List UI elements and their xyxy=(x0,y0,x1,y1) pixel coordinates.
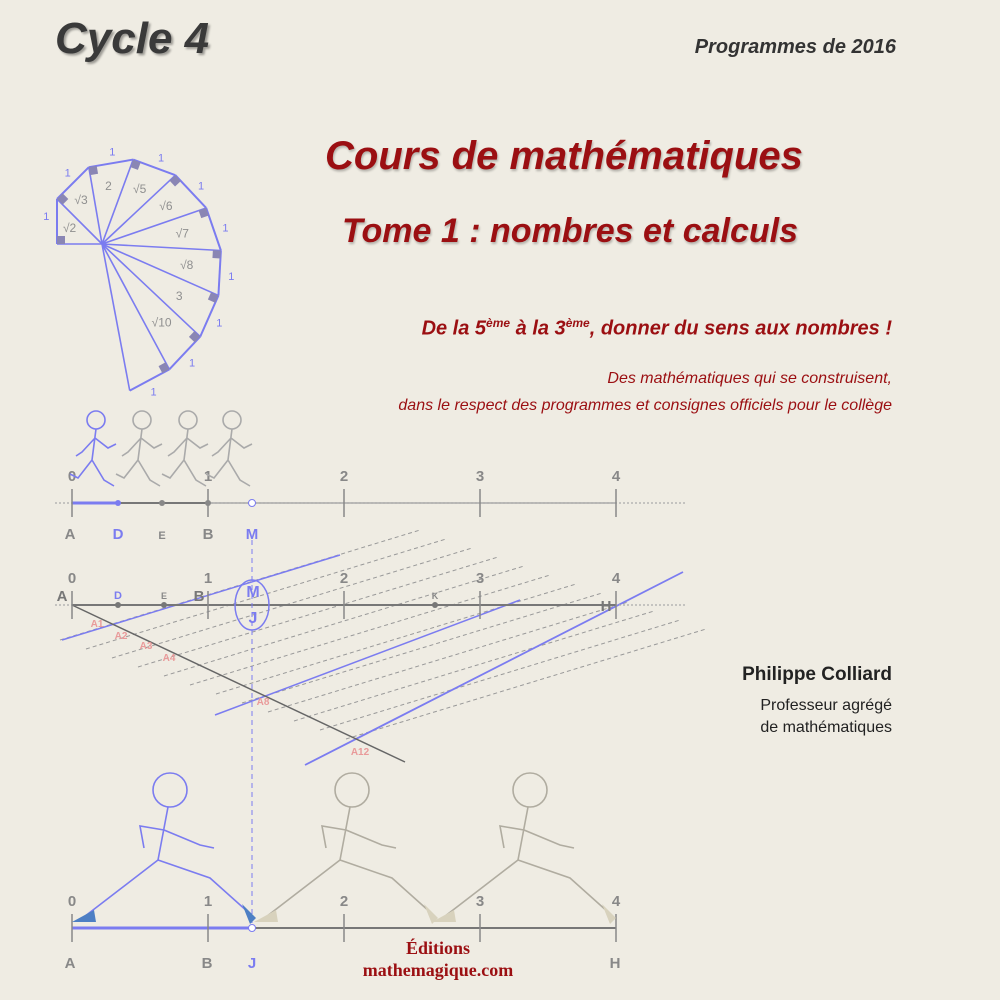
tick-label: 2 xyxy=(339,570,349,587)
tick-label: 0 xyxy=(67,468,77,485)
point-label: B xyxy=(193,588,205,605)
hypotenuse-label: √2 xyxy=(62,220,77,235)
hypotenuse-label: 2 xyxy=(105,178,112,193)
spiral-radius xyxy=(102,208,206,244)
tick-label: 1 xyxy=(203,468,213,485)
unit-label: 1 xyxy=(228,270,235,283)
point-J xyxy=(249,925,256,932)
unit-label: 1 xyxy=(222,222,229,235)
author-role-2: de mathématiques xyxy=(760,719,892,736)
tick-label: 0 xyxy=(67,893,77,910)
tick-label: 0 xyxy=(67,570,77,587)
body xyxy=(162,429,208,486)
hypotenuse-label: √6 xyxy=(159,199,173,214)
parallel-line xyxy=(216,584,576,694)
parallel-line xyxy=(242,593,602,703)
body xyxy=(116,429,162,486)
parallel-blue xyxy=(305,572,683,765)
body xyxy=(67,429,116,486)
body xyxy=(80,807,248,920)
point-M xyxy=(249,500,256,507)
programmes-label: Programmes de 2016 xyxy=(694,36,896,58)
tick-label: 4 xyxy=(611,468,621,485)
point-dot xyxy=(115,500,121,506)
spiral-radius xyxy=(102,244,169,369)
runner-figure xyxy=(67,411,116,486)
oblique-point-label: A12 xyxy=(350,747,370,758)
oblique-line xyxy=(72,605,405,762)
number-line-middle xyxy=(55,530,706,765)
body xyxy=(203,429,252,486)
shoe xyxy=(254,910,278,922)
unit-label: 1 xyxy=(157,152,165,165)
description-line-1: Des mathématiques qui se construisent, xyxy=(607,370,892,387)
unit-label: 1 xyxy=(109,146,116,159)
tagline-part3: , donner du sens aux nombres ! xyxy=(589,317,892,340)
book-title: Cours de mathématiques xyxy=(325,134,803,178)
right-angle-marker xyxy=(57,236,65,244)
right-angle-marker xyxy=(170,175,181,186)
parallel-line xyxy=(294,611,654,721)
point-label: B xyxy=(202,526,214,543)
head xyxy=(179,411,197,429)
parallel-line xyxy=(86,539,446,649)
point-dot xyxy=(159,500,165,506)
point-label: A xyxy=(56,588,68,605)
hypotenuse-label: √5 xyxy=(133,181,147,196)
tick-label: 1 xyxy=(203,570,213,587)
oblique-point-label: A3 xyxy=(139,641,153,652)
tick-label: 1 xyxy=(203,893,213,910)
book-subtitle: Tome 1 : nombres et calculs xyxy=(342,212,798,250)
unit-label: 1 xyxy=(216,317,223,330)
spiral-radius xyxy=(102,244,221,251)
hypotenuse-label: √8 xyxy=(180,257,194,272)
hypotenuse-label: √3 xyxy=(74,193,88,208)
right-angle-marker xyxy=(189,331,200,342)
theodorus-spiral xyxy=(43,146,234,398)
description-line-2: dans le respect des programmes et consignes officiels pour le collège xyxy=(398,397,892,414)
publisher-line-1: Éditions xyxy=(405,938,471,958)
point-label: J xyxy=(248,610,258,627)
point-label: B xyxy=(201,955,213,972)
tick-label: 3 xyxy=(475,893,485,910)
point-label: J xyxy=(247,955,257,972)
spiral-edge xyxy=(169,337,200,370)
tagline-sup2: ème xyxy=(565,316,590,330)
hypotenuse-label: √7 xyxy=(175,226,189,241)
point-dot xyxy=(432,602,438,608)
point-label: E xyxy=(158,530,166,542)
unit-label: 1 xyxy=(198,180,205,193)
head xyxy=(513,773,547,807)
right-angle-marker xyxy=(159,362,170,373)
parallel-line xyxy=(320,620,680,730)
spiral-edge xyxy=(133,160,175,176)
tick-label: 2 xyxy=(339,468,349,485)
tick-label: 3 xyxy=(475,468,485,485)
tick-label: 2 xyxy=(339,893,349,910)
right-angle-marker xyxy=(57,193,68,204)
point-label: M xyxy=(246,584,260,601)
author-role-1: Professeur agrégé xyxy=(760,697,892,714)
tagline-part2: à la 3 xyxy=(510,317,566,340)
tick-label: 4 xyxy=(611,893,621,910)
point-label: H xyxy=(600,598,612,615)
tagline-part1: De la 5 xyxy=(421,317,487,340)
tick-label: 4 xyxy=(611,570,621,587)
oblique-point-label: A2 xyxy=(114,631,128,642)
runner-figure xyxy=(203,411,252,486)
spiral-radius xyxy=(102,244,218,295)
oblique-point-label: A1 xyxy=(90,619,104,630)
head xyxy=(133,411,151,429)
tagline-sup1: ème xyxy=(486,316,511,330)
point-label: K xyxy=(431,591,439,601)
number-line-top xyxy=(55,411,685,543)
right-angle-marker xyxy=(212,250,220,258)
point-dot xyxy=(115,602,121,608)
hypotenuse-label: √10 xyxy=(151,315,172,330)
runner-figure xyxy=(116,411,162,486)
point-label: H xyxy=(609,955,621,972)
head xyxy=(335,773,369,807)
spiral-edge xyxy=(206,208,221,251)
head xyxy=(153,773,187,807)
parallel-line xyxy=(138,557,498,667)
tick-label: 3 xyxy=(475,570,485,587)
oblique-point-label: A8 xyxy=(256,697,270,708)
body xyxy=(440,807,608,920)
unit-label: 1 xyxy=(43,211,50,224)
unit-label: 1 xyxy=(64,167,71,180)
hypotenuse-label: 3 xyxy=(175,288,183,303)
parallel-line xyxy=(190,575,550,685)
head xyxy=(87,411,105,429)
walker-figure xyxy=(432,773,616,924)
cycle-label: Cycle 4 xyxy=(55,14,210,63)
point-label: D xyxy=(112,526,124,543)
spiral-radius xyxy=(102,160,133,244)
unit-label: 1 xyxy=(189,357,196,370)
point-label: A xyxy=(64,526,76,543)
parallel-line xyxy=(268,602,628,712)
shoe xyxy=(72,910,96,922)
point-label: A xyxy=(64,955,76,972)
unit-label: 1 xyxy=(150,386,157,399)
publisher-line-2: mathemagique.com xyxy=(362,960,514,980)
walker-figure xyxy=(72,773,256,924)
point-label: D xyxy=(114,590,122,602)
head xyxy=(223,411,241,429)
oblique-point-label: A4 xyxy=(162,653,176,664)
shoe xyxy=(242,904,256,924)
point-label: E xyxy=(160,591,168,601)
right-angle-marker xyxy=(89,166,98,175)
point-dot xyxy=(205,500,211,506)
author-name: Philippe Colliard xyxy=(742,664,892,685)
point-dot xyxy=(161,602,167,608)
runner-figure xyxy=(162,411,208,486)
point-label: M xyxy=(245,526,259,543)
